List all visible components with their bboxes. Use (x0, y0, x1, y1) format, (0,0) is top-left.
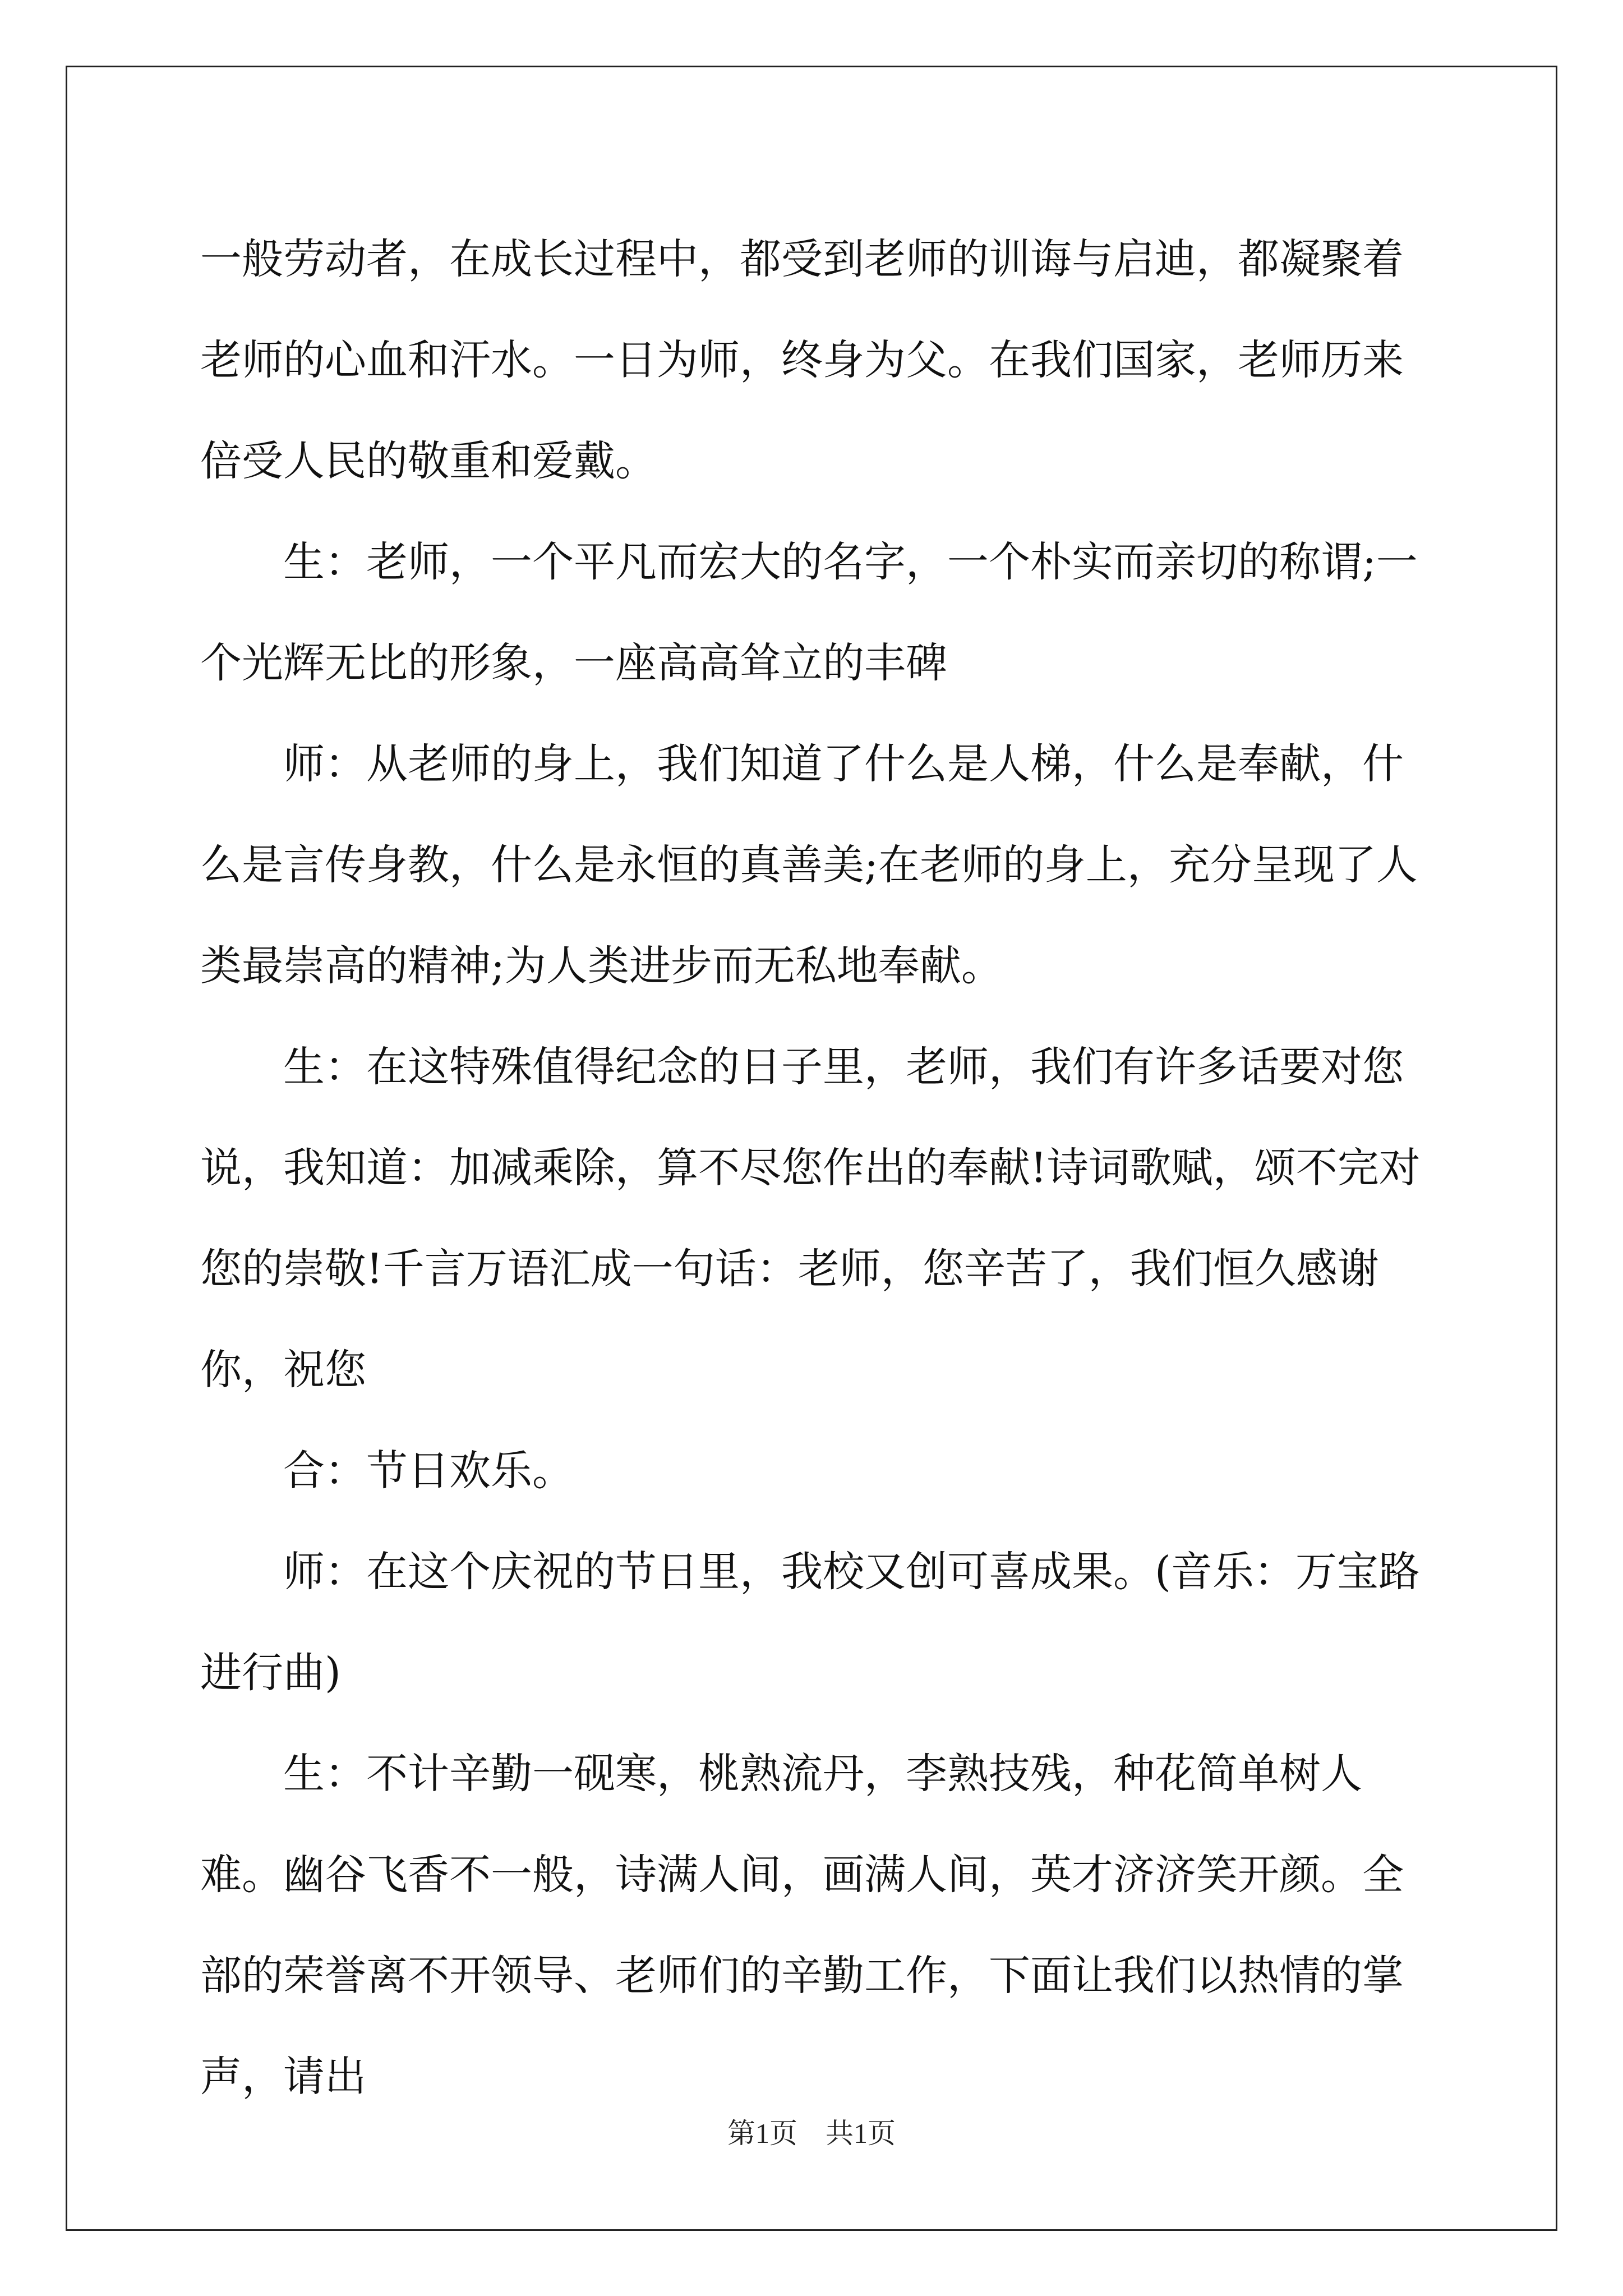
paragraph-3: 师：从老师的身上，我们知道了什么是人梯，什么是奉献，什么是言传身教，什么是永恒的真善美;在老师的身上，充分呈现了人类最崇高的精神;为人类进步而无私地奉献。 (200, 740, 1418, 990)
paragraph-5: 合：节日欢乐。 (283, 1447, 574, 1495)
paragraph-2: 生：老师，一个平凡而宏大的名字，一个朴实而亲切的称谓;一个光辉无比的形象，一座高高耸立的丰碑 (200, 538, 1418, 687)
page-number-footer: 第1页 共1页 (727, 2118, 896, 2149)
paragraph-6: 师：在这个庆祝的节日里，我校又创可喜成果。(音乐：万宝路进行曲) (200, 1548, 1420, 1697)
paragraph-7: 生：不计辛勤一砚寒，桃熟流丹，李熟技残，种花简单树人难。幽谷飞香不一般，诗满人间，画满人间，英才济济笑开颜。全部的荣誉离不开领导、老师们的辛勤工作，下面让我们以热情的掌声，请出 (200, 1750, 1404, 2101)
paragraph-4: 生：在这特殊值得纪念的日子里，老师，我们有许多话要对您说，我知道：加减乘除，算不尽您作出的奉献!诗词歌赋，颂不完对您的崇敬!千言万语汇成一句话：老师，您辛苦了，我们恒久感谢你，祝您 (200, 1043, 1421, 1394)
paragraph-1: 一般劳动者，在成长过程中，都受到老师的训诲与启迪，都凝聚着老师的心血和汗水。一日为师，终身为父。在我们国家，老师历来倍受人民的敬重和爱戴。 (200, 235, 1404, 485)
document-body (200, 209, 1423, 2127)
